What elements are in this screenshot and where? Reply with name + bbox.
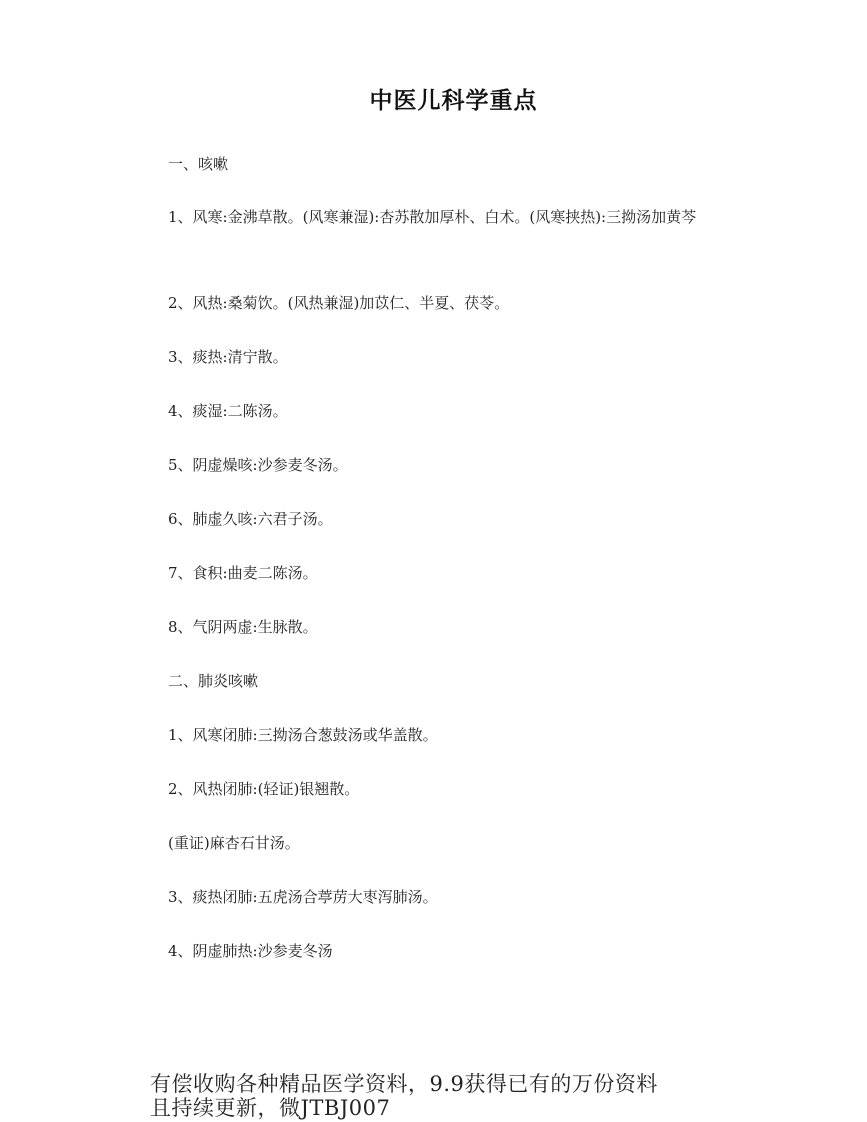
list-item: 2、风热:桑菊饮。(风热兼湿)加苡仁、半夏、茯苓。 — [168, 294, 510, 312]
list-item: 1、风寒:金沸草散。(风寒兼湿):杏苏散加厚朴、白术。(风寒挟热):三拗汤加黄芩 — [168, 208, 697, 226]
page-title: 中医儿科学重点 — [369, 87, 538, 114]
list-item: 4、阴虚肺热:沙参麦冬汤 — [168, 942, 333, 960]
footer-notice — [150, 1072, 750, 1120]
list-item: 2、风热闭肺:(轻证)银翘散。 — [168, 780, 360, 798]
list-item: 3、痰热:清宁散。 — [168, 348, 288, 366]
section-heading: 二、肺炎咳嗽 — [168, 672, 259, 690]
list-item: 6、肺虚久咳:六君子汤。 — [168, 510, 333, 528]
list-item: 3、痰热闭肺:五虎汤合葶苈大枣泻肺汤。 — [168, 888, 438, 906]
footer-line-1: 有偿收购各种精品医学资料，9.9获得已有的万份资料 — [150, 1072, 658, 1096]
list-item: 1、风寒闭肺:三拗汤合葱鼓汤或华盖散。 — [168, 726, 438, 744]
list-item: 4、痰湿:二陈汤。 — [168, 402, 288, 420]
list-item: (重证)麻杏石甘汤。 — [168, 834, 300, 852]
list-item: 8、气阴两虚:生脉散。 — [168, 618, 318, 636]
section-heading: 一、咳嗽 — [168, 155, 229, 173]
list-item: 7、食积:曲麦二陈汤。 — [168, 564, 318, 582]
list-item: 5、阴虚燥咳:沙参麦冬汤。 — [168, 456, 348, 474]
footer-line-2: 且持续更新，微JTBJ007 — [150, 1096, 391, 1120]
